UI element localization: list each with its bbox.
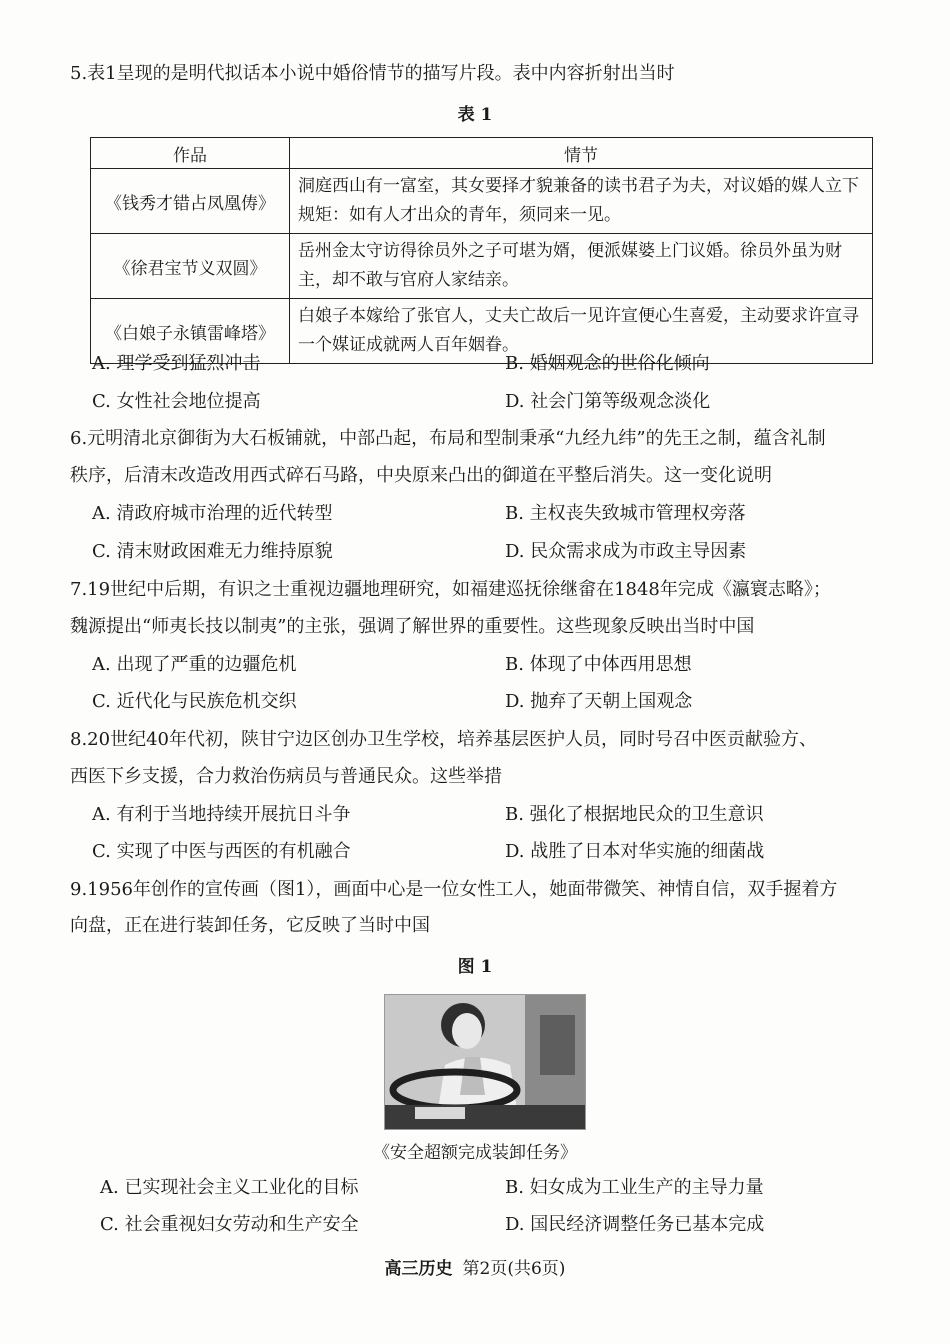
marriage-table (90, 137, 873, 364)
table-cell-work: 《白娘子永镇雷峰塔》 (91, 299, 290, 364)
q7-option-b: B. 体现了中体西用思想 (505, 654, 692, 675)
q8-option-d: D. 战胜了日本对华实施的细菌战 (505, 841, 765, 862)
footer-subject: 高三历史 (384, 1259, 453, 1279)
q8-stem-line-1: 8.20世纪40年代初，陕甘宁边区创办卫生学校，培养基层医护人员，同时号召中医贡献验方、 (70, 729, 817, 750)
q7-option-a: A. 出现了严重的边疆危机 (92, 654, 297, 675)
table-cell-plot: 白娘子本嫁给了张官人，丈夫亡故后一见许宣便心生喜爱，主动要求许宣寻一个媒证成就两人百年姻眷。 (290, 299, 873, 364)
q9-option-c: C. 社会重视妇女劳动和生产安全 (100, 1214, 359, 1235)
q8-option-c: C. 实现了中医与西医的有机融合 (92, 841, 351, 862)
table-header-row (91, 138, 873, 169)
q6-option-a: A. 清政府城市治理的近代转型 (92, 503, 333, 524)
table-caption: 表 1 (457, 105, 493, 125)
propaganda-poster-image (384, 994, 586, 1130)
q8-option-b: B. 强化了根据地民众的卫生意识 (505, 804, 764, 825)
header-work: 作品 (91, 138, 290, 169)
table-cell-plot: 岳州金太守访得徐员外之子可堪为婿，便派媒婆上门议婚。徐员外虽为财主，却不敢与官府人家结亲。 (290, 234, 873, 299)
page-footer (0, 1254, 950, 1279)
q6-option-b: B. 主权丧失致城市管理权旁落 (505, 503, 746, 524)
table-row (91, 234, 873, 299)
q5-option-c: C. 女性社会地位提高 (92, 391, 261, 412)
table-cell-plot: 洞庭西山有一富室，其女要择才貌兼备的读书君子为夫，对议婚的媒人立下规矩：如有人才出众的青年，须同来一见。 (290, 169, 873, 234)
q5-option-d: D. 社会门第等级观念淡化 (505, 391, 711, 412)
table-cell-work: 《钱秀才错占凤凰俦》 (91, 169, 290, 234)
header-plot: 情节 (290, 138, 873, 169)
q9-option-a: A. 已实现社会主义工业化的目标 (100, 1177, 359, 1198)
q8-stem-line-2: 西医下乡支援，合力救治伤病员与普通民众。这些举措 (70, 766, 502, 787)
table-row (91, 169, 873, 234)
q7-option-d: D. 抛弃了天朝上国观念 (505, 691, 693, 712)
q6-option-c: C. 清末财政困难无力维持原貌 (92, 541, 333, 562)
q8-option-a: A. 有利于当地持续开展抗日斗争 (92, 804, 351, 825)
q5-option-a: A. 理学受到猛烈冲击 (92, 353, 261, 374)
q6-option-d: D. 民众需求成为市政主导因素 (505, 541, 747, 562)
q5-option-b: B. 婚姻观念的世俗化倾向 (505, 353, 710, 374)
q7-option-c: C. 近代化与民族危机交织 (92, 691, 297, 712)
figure-title: 《安全超额完成装卸任务》 (373, 1143, 577, 1163)
q6-stem-line-2: 秩序，后清末改造改用西式碎石马路，中央原来凸出的御道在平整后消失。这一变化说明 (70, 465, 772, 486)
q9-stem-line-2: 向盘，正在进行装卸任务，它反映了当时中国 (70, 915, 430, 936)
table-cell-work: 《徐君宝节义双圆》 (91, 234, 290, 299)
figure-caption: 图 1 (457, 957, 493, 977)
q5-stem: 5.表1呈现的是明代拟话本小说中婚俗情节的描写片段。表中内容折射出当时 (70, 63, 675, 84)
q7-stem-line-2: 魏源提出“师夷长技以制夷”的主张，强调了解世界的重要性。这些现象反映出当时中国 (70, 616, 755, 637)
q6-stem-line-1: 6.元明清北京御街为大石板铺就，中部凸起，布局和型制秉承“九经九纬”的先王之制，蕴含礼制 (70, 428, 826, 449)
q9-option-b: B. 妇女成为工业生产的主导力量 (505, 1177, 764, 1198)
q9-option-d: D. 国民经济调整任务已基本完成 (505, 1214, 765, 1235)
q7-stem-line-1: 7.19世纪中后期，有识之士重视边疆地理研究，如福建巡抚徐继畲在1848年完成《瀛寰志略》； (70, 579, 831, 600)
q9-stem-line-1: 9.1956年创作的宣传画（图1），画面中心是一位女性工人，她面带微笑、神情自信，双手握着方 (70, 879, 838, 900)
poster-illustration (385, 995, 585, 1129)
footer-page-number: 第2页(共6页) (462, 1259, 566, 1279)
